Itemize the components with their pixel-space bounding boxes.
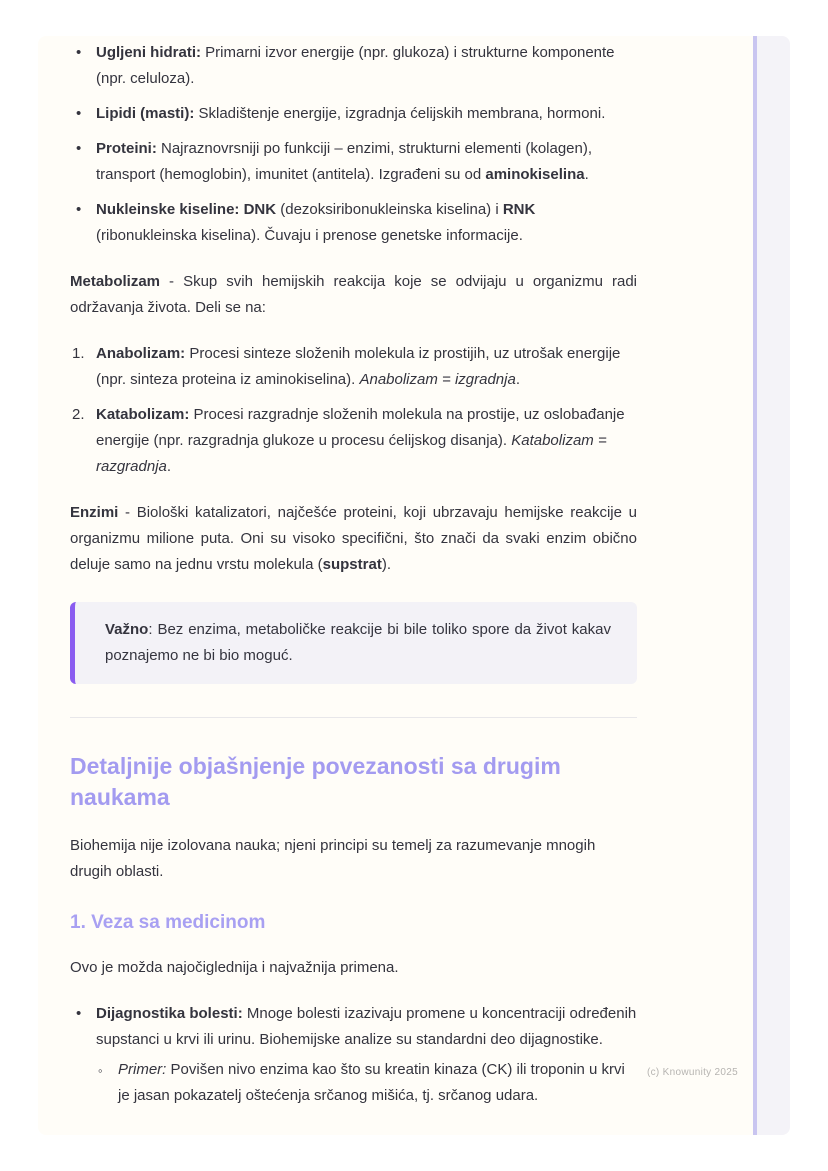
bullet-icon: •	[76, 44, 82, 61]
metabolism-numbered-list	[70, 341, 637, 480]
list-item-text: Proteini: Najraznovrsniji po funkciji – enzimi, strukturni elementi (kolagen), transport (hemoglobin), imunitet (antitela). Izgrađeni su od aminokiselina.	[96, 140, 593, 183]
nested-bullet-list	[96, 1057, 637, 1109]
paragraph-biohemija: Biohemija nije izolovana nauka; njeni principi su temelj za razumevanje mnogih drugih oblasti.	[70, 837, 596, 880]
page-side-strip	[753, 36, 790, 1135]
list-item-text: Lipidi (masti): Skladištenje energije, izgradnja ćelijskih membrana, hormoni.	[96, 105, 606, 122]
list-item	[70, 341, 637, 393]
list-item-text: Nukleinske kiseline: DNK (dezoksiribonukleinska kiselina) i RNK (ribonukleinska kiselina). Čuvaju i prenose genetske informacije.	[96, 201, 536, 244]
section-heading: Detaljnije objašnjenje povezanosti sa drugim naukama	[70, 753, 561, 810]
list-item	[70, 197, 637, 249]
bullet-icon: •	[76, 105, 82, 122]
callout-text: Važno: Bez enzima, metaboličke reakcije bi bile toliko spore da život kakav poznajemo ne bi bio moguć.	[105, 621, 611, 664]
item-number: 2.	[72, 406, 85, 423]
macromolecules-bullet-list	[70, 40, 637, 249]
list-item	[70, 136, 637, 188]
list-item-text: Dijagnostika bolesti: Mnoge bolesti izazivaju promene u koncentraciji određenih supstanci u krvi ili urinu. Biohemijske analize su standardni deo dijagnostike.	[96, 1005, 637, 1048]
list-item	[70, 40, 637, 92]
paragraph-enzimi: Enzimi - Biološki katalizatori, najčešće proteini, koji ubrzavaju hemijske reakcije u organizmu milione puta. Oni su visoko specifični, što znači da svaki enzim obično deluje samo na jednu vrstu molekula (supstrat).	[70, 504, 637, 573]
list-item-text: Anabolizam: Procesi sinteze složenih molekula iz prostijih, uz utrošak energije (npr. sinteza proteina iz aminokiselina). Anabolizam = izgradnja.	[96, 345, 621, 388]
list-item-text: Ugljeni hidrati: Primarni izvor energije (npr. glukoza) i strukturne komponente (npr. celuloza).	[96, 44, 615, 87]
bullet-icon: •	[76, 1005, 82, 1022]
list-item-text: Primer: Povišen nivo enzima kao što su kreatin kinaza (CK) ili troponin u krvi je jasan pokazatelj oštećenja srčanog mišića, tj. srčanog udara.	[118, 1061, 625, 1104]
paragraph-ovo: Ovo je možda najočiglednija i najvažnija primena.	[70, 959, 399, 976]
list-item	[96, 1057, 637, 1109]
document-content	[70, 40, 637, 1129]
document-page	[38, 36, 790, 1135]
list-item-text: Katabolizam: Procesi razgradnje složenih molekula na prostije, uz oslobađanje energije (npr. razgradnja glukoze u procesu ćelijskog disanja). Katabolizam = razgradnja.	[96, 406, 625, 475]
paragraph-metabolizam: Metabolizam - Skup svih hemijskih reakcija koje se odvijaju u organizmu radi održavanja života. Deli se na:	[70, 273, 637, 316]
section-divider	[70, 717, 637, 718]
bullet-icon: •	[76, 201, 82, 218]
medicine-bullet-list	[70, 1001, 637, 1109]
item-number: 1.	[72, 345, 85, 362]
list-item	[70, 1001, 637, 1109]
copyright-watermark: (c) Knowunity 2025	[647, 1067, 739, 1078]
list-item	[70, 402, 637, 480]
bullet-icon: •	[76, 140, 82, 157]
circle-bullet-icon: ◦	[98, 1063, 103, 1078]
subsection-heading-medicina: 1. Veza sa medicinom	[70, 912, 266, 933]
list-item	[70, 101, 637, 127]
important-callout	[70, 602, 637, 684]
